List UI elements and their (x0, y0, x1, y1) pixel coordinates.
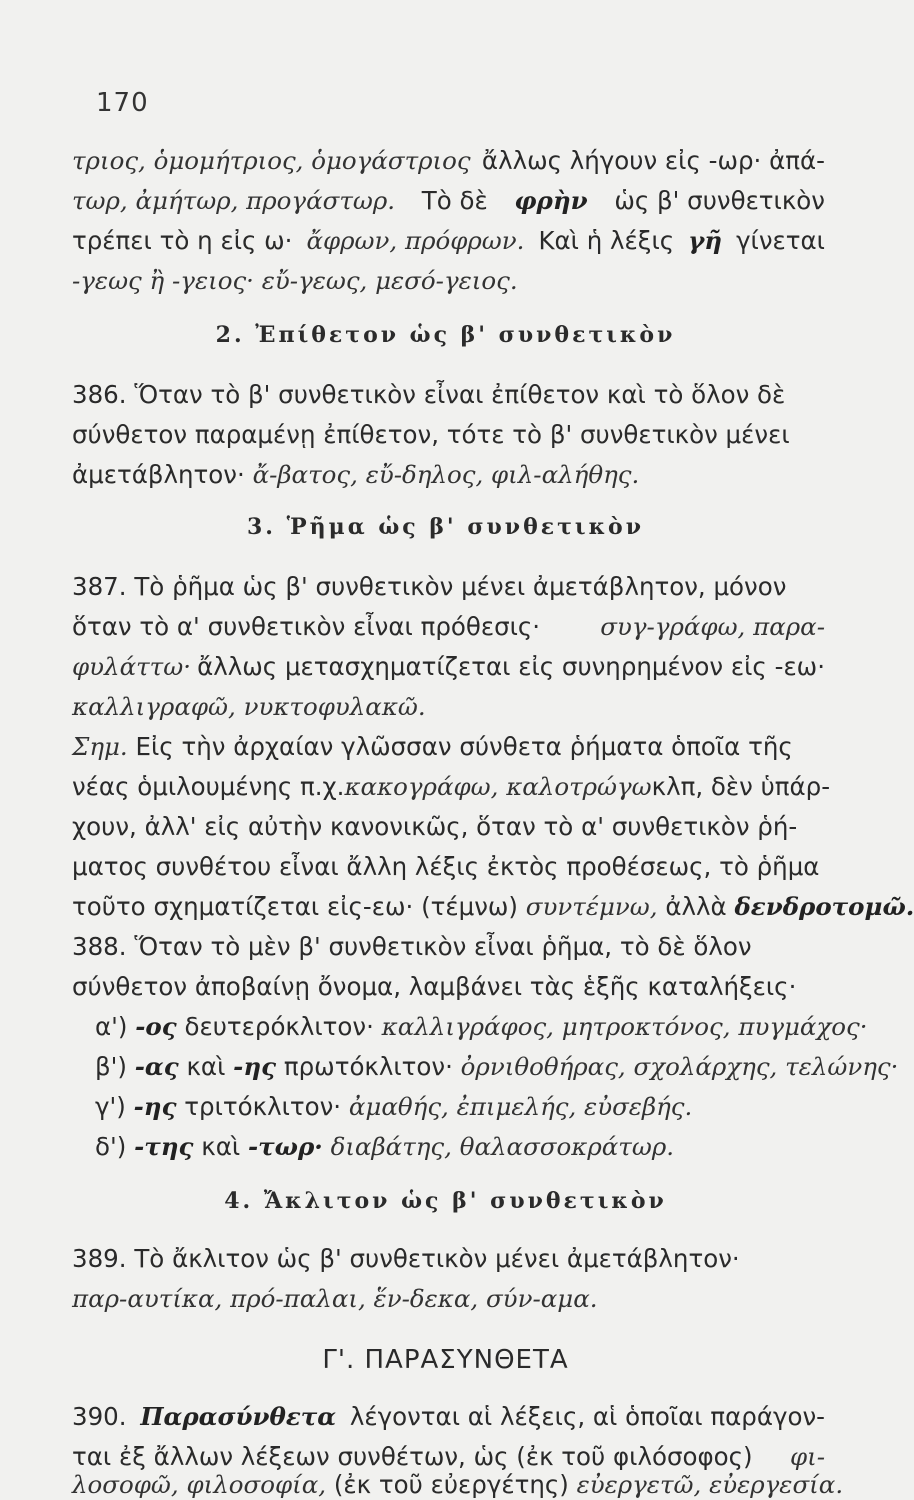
list-label: β') (95, 1052, 127, 1081)
ending: -ης (233, 1052, 277, 1081)
text-span: δενδροτομῶ. (734, 892, 914, 921)
ending: -τωρ· (247, 1132, 323, 1161)
ending: -της (134, 1132, 194, 1161)
text-span: εὐεργετῶ, εὐεργεσία. (576, 1470, 844, 1499)
list-item (95, 1012, 868, 1041)
text-line (72, 772, 831, 801)
text-span: (ἐκ τοῦ εὐεργέτης) (333, 1470, 569, 1499)
text-line: 387. Τὸ ῥῆμα ὡς β' συνθετικὸν μένει ἀμετάβλητον, μόνον (72, 572, 787, 601)
examples: ἀμαθής, ἐπιμελής, εὐσεβής. (348, 1092, 693, 1121)
ending: -ης (133, 1092, 177, 1121)
text-line: σύνθετον ἀποβαίνῃ ὄνομα, λαμβάνει τὰς ἑξῆς καταλήξεις· (72, 972, 797, 1001)
text-line: -γεως ἢ -γειος· εὔ-γεως, μεσό-γειος. (72, 266, 518, 295)
text-line (72, 146, 825, 175)
text-span: Σημ. (72, 732, 128, 761)
text-line: 389. Τὸ ἄκλιτον ὡς β' συνθετικὸν μένει ἀμετάβλητον· (72, 1244, 740, 1273)
text-line: 388. Ὅταν τὸ μὲν β' συνθετικὸν εἶναι ῥῆμα, τὸ δὲ ὅλον (72, 932, 752, 961)
text-line: χουν, ἀλλ' εἰς αὐτὴν κανονικῶς, ὅταν τὸ α' συνθετικὸν ῥή- (72, 812, 798, 841)
list-label: γ') (95, 1092, 126, 1121)
text-line (72, 460, 825, 489)
text-span: τρέπει τὸ η εἰς ω· (72, 226, 293, 255)
list-label: α') (95, 1012, 128, 1041)
examples: καλλιγράφος, μητροκτόνος, πυγμάχος· (381, 1012, 868, 1041)
text-span: Εἰς τὴν ἀρχαίαν γλῶσσαν σύνθετα ῥήματα ὁποῖα τῆς (135, 732, 793, 761)
text-span: τωρ, ἀμήτωρ, προγάστωρ. (72, 186, 396, 215)
ending: -ας (134, 1052, 179, 1081)
text-span: φι- (789, 1442, 825, 1471)
text-span: πρωτόκλιτον· (283, 1052, 453, 1081)
text-span: ἄφρων, πρόφρων. (306, 226, 525, 255)
text-span: κακογράφω, καλοτρώγω (344, 772, 652, 801)
text-span: ἄλλως μετασχηματίζεται εἰς συνηρημένον εἰς -εω· (197, 652, 825, 681)
page-number: 170 (96, 88, 149, 118)
text-line (72, 1402, 825, 1431)
text-span: ὅταν τὸ α' συνθετικὸν εἶναι πρόθεσις· (72, 612, 541, 641)
text-span: ται ἐξ ἄλλων λέξεων συνθέτων, ὡς (ἐκ τοῦ φιλόσοφος) (72, 1442, 753, 1471)
subsection-heading: 3. Ῥῆμα ὡς β' συνθετικὸν (246, 514, 644, 540)
subsection-heading: 4. Ἄκλιτον ὡς β' συνθετικὸν (224, 1188, 667, 1214)
text-line: σύνθετον παραμένῃ ἐπίθετον, τότε τὸ β' συνθετικὸν μένει (72, 420, 790, 449)
text-span: φρὴν (514, 186, 588, 215)
text-span: γῆ (688, 226, 723, 255)
text-span: Τὸ δὲ (421, 186, 488, 215)
text-span: κλπ, δὲν ὑπάρ- (651, 772, 831, 801)
text-line (72, 226, 825, 255)
section-title: Γ'. ΠΑΡΑΣΥΝΘΕΤΑ (322, 1345, 569, 1375)
text-span: συντέμνω, (525, 892, 658, 921)
text-line (72, 892, 914, 921)
text-span: γίνεται (736, 226, 825, 255)
text-span: καὶ (186, 1052, 226, 1081)
text-span: φυλάττω· (72, 652, 191, 681)
ending: -ος (135, 1012, 177, 1041)
text-span: 390. (72, 1402, 127, 1431)
text-span: ἄλλως λήγουν εἰς -ωρ· ἀπά- (481, 146, 825, 175)
subsection-heading: 2. Ἐπίθετον ὡς β' συνθετικὸν (215, 322, 676, 348)
text-line: 386. Ὅταν τὸ β' συνθετικὸν εἶναι ἐπίθετον καὶ τὸ ὅλον δὲ (72, 380, 786, 409)
text-line (72, 612, 825, 641)
text-span: λέγονται αἱ λέξεις, αἱ ὁποῖαι παράγον- (349, 1402, 825, 1431)
text-span: λοσοφῶ, φιλοσοφία, (72, 1470, 327, 1499)
text-line (72, 652, 825, 681)
text-span: ἀμετάβλητον· (72, 460, 245, 489)
text-span: συγ-γράφω, παρα- (600, 612, 825, 641)
text-line (72, 1470, 844, 1499)
text-span: ἀλλὰ (665, 892, 727, 921)
examples: διαβάτης, θαλασσοκράτωρ. (330, 1132, 675, 1161)
text-line (72, 1442, 825, 1471)
text-span: ὡς β' συνθετικὸν (614, 186, 825, 215)
text-span: τοῦτο σχηματίζεται εἰς-εω· (τέμνω) (72, 892, 518, 921)
text-span: καὶ (201, 1132, 241, 1161)
text-span: δευτερόκλιτον· (184, 1012, 374, 1041)
list-item (95, 1052, 899, 1081)
text-span: τριτόκλιτον· (184, 1092, 342, 1121)
list-label: δ') (95, 1132, 127, 1161)
list-item (95, 1132, 825, 1161)
text-line: παρ-αυτίκα, πρό-παλαι, ἕν-δεκα, σύν-αμα. (72, 1284, 598, 1313)
list-item (95, 1092, 825, 1121)
text-span: τριος, ὁμομήτριος, ὁμογάστριος (72, 146, 471, 175)
examples: ὀρνιθοθήρας, σχολάρχης, τελώνης· (460, 1052, 899, 1081)
text-line: καλλιγραφῶ, νυκτοφυλακῶ. (72, 692, 426, 721)
text-span: ἄ-βατος, εὔ-δηλος, φιλ-αλήθης. (252, 460, 640, 489)
text-line (72, 732, 825, 761)
text-span: νέας ὁμιλουμένης π.χ. (72, 772, 345, 801)
text-span: Παρασύνθετα (140, 1402, 337, 1431)
text-line: ματος συνθέτου εἶναι ἄλλη λέξις ἐκτὸς προθέσεως, τὸ ῥῆμα (72, 852, 820, 881)
text-span: Καὶ ἡ λέξις (538, 226, 675, 255)
text-line (72, 186, 825, 215)
